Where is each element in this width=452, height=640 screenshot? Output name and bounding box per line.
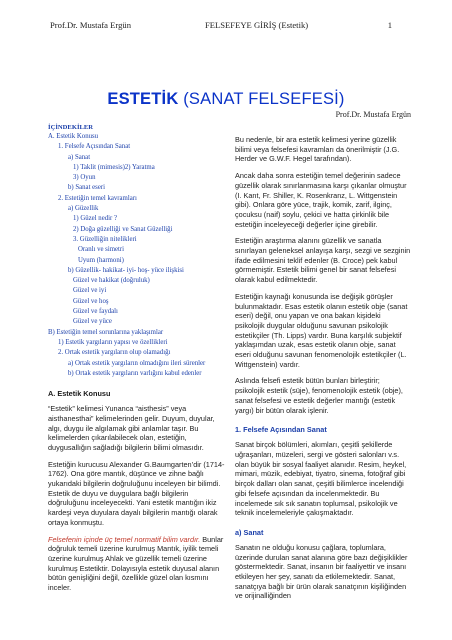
toc-entry: b) Güzellik- hakikat- iyi- hoş- yüce ilişkisi xyxy=(68,266,184,274)
author-line: Prof.Dr. Mustafa Ergün xyxy=(335,110,411,119)
toc-entry: 1) Taklit (mimesis)2) Yaratma xyxy=(73,163,155,171)
toc-entry: a) Sanat xyxy=(68,153,91,161)
table-of-contents xyxy=(48,132,226,379)
toc-entry: a) Ortak estetik yargıların olmadığını ileri sürenler xyxy=(68,359,206,367)
title-sub: (SANAT FELSEFESİ) xyxy=(178,90,345,108)
toc-entry: 1. Felsefe Açısından Sanat xyxy=(58,143,131,151)
toc-entry: a) Güzellik xyxy=(68,205,99,213)
page-title xyxy=(0,90,452,109)
paragraph: Ancak daha sonra estetiğin temel değerinin sadece güzellik olarak sınırlanmasına karşı çıkanlar olmuştur (I. Kant, Fr. Shiller, K. Rosenkranz, L. Wittgenstein gibi). Onlara göre yüce, trajik, komik, zarif, ilginç, çocuksu (naif) soylu, çekici ve hatta çirkinlik bile estetiğin inceleyeceği değerler içine girebilir. xyxy=(235,171,407,229)
header-course: FELSEFEYE GİRİŞ (Estetik) xyxy=(205,20,309,30)
header-author: Prof.Dr. Mustafa Ergün xyxy=(50,20,131,30)
paragraph: Bu nedenle, bir ara estetik kelimesi yerine güzellik bilimi veya felsefesi kavramları da önerilmiştir (J.G. Herder ve G.W.F. Hegel tarafından). xyxy=(235,135,400,164)
toc-entry: 2) Doğa güzelliği ve Sanat Güzelliği xyxy=(73,225,173,233)
left-column xyxy=(48,114,226,593)
toc-entry: 3. Güzelliğin nitelikleri xyxy=(73,235,137,243)
red-highlight: Felsefenin içinde üç temel normatif bilim vardır. xyxy=(48,534,201,544)
toc-entry: 1) Estetik yargıların yapısı ve özellikleri xyxy=(58,338,168,346)
section-a-sanat-heading: a) Sanat xyxy=(235,527,264,537)
toc-entry: B) Estetiğin temel sorunlarına yaklaşımlar xyxy=(48,328,164,336)
section-a-heading: A. Estetik Konusu xyxy=(48,389,111,399)
toc-entry: Güzel ve iyi xyxy=(73,287,107,295)
toc-entry: Uyum (harmoni) xyxy=(78,256,124,264)
paragraph xyxy=(48,535,226,593)
paragraph: “Estetik” kelimesi Yunanca “aisthesis” veya aisthanesthai” kelimelerinden gelir. Duyum, duyular, algı, duygu ile algılamak gibi anlamlar taşır. Bu kelimelerden çıkarılabilecek olan, estetiğin, duygusallığın sağladığı bilgilerin bilimi olmasıdır. xyxy=(48,404,215,452)
toc-entry: 3) Oyun xyxy=(73,174,96,182)
toc-entry: Güzel ve hakikat (doğruluk) xyxy=(73,277,150,285)
toc-entry: 2. Ortak estetik yargıların olup olamadığı xyxy=(58,349,171,357)
toc-entry: b) Sanat eseri xyxy=(68,184,105,192)
paragraph: Sanatın ne olduğu konusu çağlara, toplumlara, üzerinde durulan sanat alanına göre bazı değişiklikler göstermektedir. Sanat, insanın bir faaliyettir ve insanı etkileyen her şey, sanatı da etkilemektedir. Sanat, sanatçıya bağlı bir ürün olarak sanatçının kişiliğinden ve orijinalliğinden xyxy=(235,542,408,601)
paragraph: Estetiğin araştırma alanını güzellik ve sanatla sınırlayan geleneksel anlayışa karşı, sezgi ve sezginin ifade edilmesini teklif edenler (B. Croce) pek kabul görmemiştir. Estetik bilimi genel bir sanat felsefesi olarak kabul edilmektedir. xyxy=(235,236,411,285)
toc-entry: Oranlı ve simetri xyxy=(78,246,125,254)
section-1-heading: 1. Felsefe Açısından Sanat xyxy=(235,425,327,435)
toc-entry: 1) Güzel nedir ? xyxy=(73,215,117,223)
toc-entry: Güzel ve faydalı xyxy=(73,308,118,316)
toc-heading: İÇİNDEKİLER xyxy=(48,124,94,131)
paragraph: Estetiğin kurucusu Alexander G.Baumgarten’dir (1714-1762). Ona göre mantık, düşünce ve zihne bağlı yukarıdaki bilgilerin doğruluğunu inceleyen bir bilimdi. Estetik de duyu ve duygulara bağlı bilgilerin doğruluğunu inceleyecekti. Yani estetik mantığın ikiz kardeşi veya duyulara dayalı bilgilerin mantığı olarak ortaya konmuştu. xyxy=(48,459,225,527)
toc-entry: b) Ortak estetik yargıların varlığını kabul edenler xyxy=(68,369,202,377)
title-main: ESTETİK xyxy=(107,90,179,108)
toc-entry: Güzel ve yüce xyxy=(73,318,112,326)
paragraph: Estetiğin kaynağı konusunda ise değişik görüşler bulunmaktadır. Esas estetik olanın estetik obje (sanat eseri) değil, onu yapan ve ona bakan kişideki psikolojik duygular olduğunu savunan psikolojik estetikçiler (Th. Lipps) vardır. Buna karşılık subjektif yaklaşımdan uzak, esas estetik olanın obje, sanat eseri olduğunu savunan fenomenolojik estetikçiler (L. Wittgenstein) vardır. xyxy=(235,291,408,369)
toc-entry: Güzel ve hoş xyxy=(73,297,109,305)
right-column xyxy=(235,112,411,608)
paragraph: Sanat birçok bölümleri, akımları, çeşitli şekillerde uğraşanları, müzeleri, sergi ve gösteri salonları v.s. olan büyük bir sosyal faaliyet alanıdır. Resim, heykel, mimari, müzik, edebiyat, tiyatro, sinema, fotoğraf gibi birçok dalları olan sanat, çeşitli bilimlerce incelendiği gibi felsefe açısından da incelenmektedir. Bu incelemede sık sık sanatın toplumsal, psikolojik ve teknik incelemeleriyle çakışmaktadır. xyxy=(235,440,407,518)
toc-entry: 2. Estetiğin temel kavramları xyxy=(58,194,137,202)
paragraph-rest: Bunlar doğruluk temeli üzerine kurulmuş Mantık, iyilik temeli üzerine kurulmuş Ahlak ve güzellik temeli üzerine kurulmuş Estetiktir. Dolayısıyla estetik duyusal alanın bütün genişliğini değil, özellikle güzel olan kısmını inceler. xyxy=(48,534,224,593)
toc-entry: A. Estetik Konusu xyxy=(48,133,99,140)
page-number: 1 xyxy=(387,20,392,30)
paragraph: Aslında felsefi estetik bütün bunları birleştirir; psikolojik estetik (süje), fenomenolojik estetik (obje), sanat felsefesi ve estetik değerler mantığı (estetik yargı) bir bütün olarak işlenir. xyxy=(235,376,403,415)
